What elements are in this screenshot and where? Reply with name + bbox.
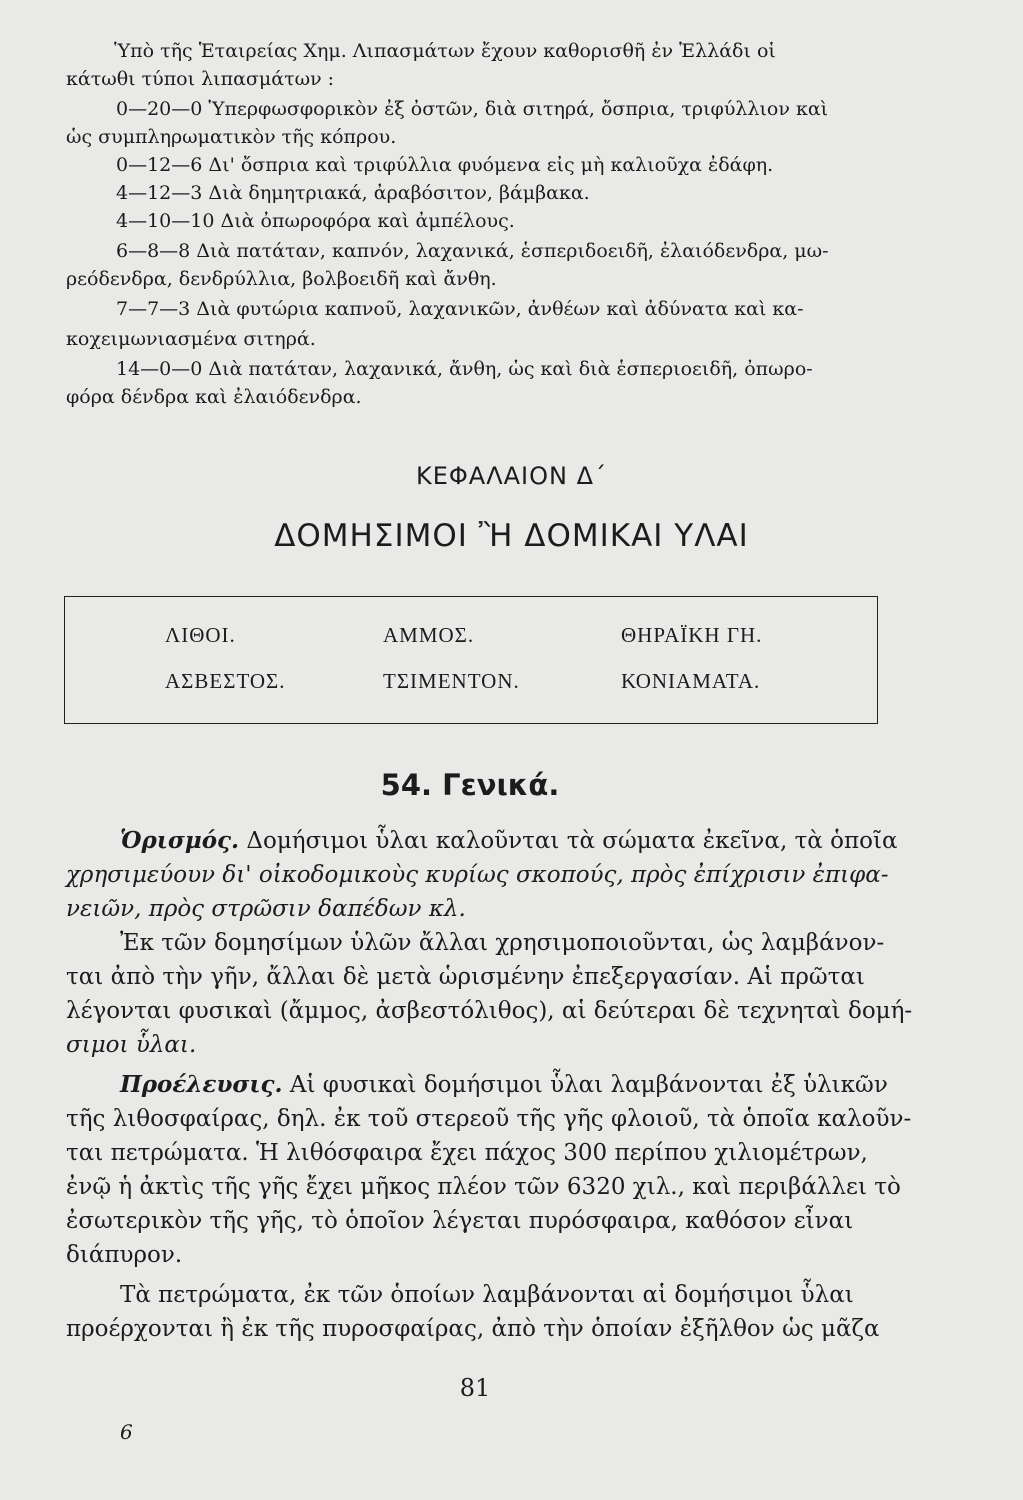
- body-line: ἐνῷ ἡ ἀκτὶς τῆς γῆς ἔχει μῆκος πλέον τῶν 6320 χιλ., καὶ περιβάλλει τὸ: [66, 1174, 901, 1200]
- body-line: [120, 826, 950, 856]
- section-title: 54. Γενικά.: [380, 768, 560, 802]
- intro-line: κοχειμωνιασμένα σιτηρά.: [66, 328, 316, 350]
- definition-keyword: Ὁρισμός.: [120, 827, 240, 854]
- topics-box: [64, 596, 878, 724]
- body-line: προέρχονται ἢ ἐκ τῆς πυροσφαίρας, ἀπὸ τὴν ὁποίαν ἐξῆλθον ὡς μᾶζα: [66, 1316, 880, 1342]
- intro-line: ρεόδενδρα, δενδρύλλια, βολβοειδῆ καὶ ἄνθη.: [66, 268, 497, 290]
- topic-thera-earth: ΘΗΡΑΪΚΗ ΓΗ.: [621, 623, 763, 647]
- body-text: Δομήσιμοι ὗλαι καλοῦνται τὰ σώματα ἐκεῖνα, τὰ ὁποῖα: [239, 828, 898, 854]
- body-line: Ἐκ τῶν δομησίμων ὑλῶν ἄλλαι χρησιμοποιοῦνται, ὡς λαμβάνον-: [120, 930, 885, 956]
- intro-line: 4—10—10 Διὰ ὀπωροφόρα καὶ ἀμπέλους.: [116, 210, 515, 232]
- body-line: [120, 1070, 950, 1100]
- topic-lime: ΑΣΒΕΣΤΟΣ.: [165, 669, 286, 693]
- signature-mark: 6: [120, 1420, 133, 1444]
- origin-keyword: Προέλευσις.: [120, 1071, 283, 1098]
- intro-line: φόρα δένδρα καὶ ἐλαιόδενδρα.: [66, 386, 362, 408]
- intro-line: 14—0—0 Διὰ πατάταν, λαχανικά, ἄνθη, ὡς καὶ διὰ ἑσπεριοειδῆ, ὀπωρο-: [116, 358, 813, 380]
- intro-line: 0—12—6 Δι' ὄσπρια καὶ τριφύλλια φυόμενα εἰς μὴ καλιοῦχα ἐδάφη.: [116, 154, 774, 176]
- body-line: νειῶν, πρὸς στρῶσιν δαπέδων κλ.: [66, 896, 466, 922]
- intro-line: 6—8—8 Διὰ πατάταν, καπνόν, λαχανικά, ἑσπεριδοειδῆ, ἐλαιόδενδρα, μω-: [116, 240, 829, 262]
- intro-line: 4—12—3 Διὰ δημητριακά, ἀραβόσιτον, βάμβακα.: [116, 182, 590, 204]
- intro-line: 7—7—3 Διὰ φυτώρια καπνοῦ, λαχανικῶν, ἀνθέων καὶ ἀδύνατα καὶ κα-: [116, 298, 804, 320]
- chapter-label: ΚΕΦΑΛΑΙΟΝ Δ΄: [415, 462, 607, 490]
- body-line: λέγονται φυσικαὶ (ἄμμος, ἀσβεστόλιθος), αἱ δεύτεραι δὲ τεχνηταὶ δομή-: [66, 998, 913, 1024]
- topic-mortars: ΚΟΝΙΑΜΑΤΑ.: [621, 669, 761, 693]
- body-line: Τὰ πετρώματα, ἐκ τῶν ὁποίων λαμβάνονται αἱ δομήσιμοι ὗλαι: [120, 1282, 854, 1308]
- chapter-title: ΔΟΜΗΣΙΜΟΙ Ἢ ΔΟΜΙΚΑΙ ΥΛΑΙ: [274, 518, 749, 554]
- body-line: ἐσωτερικὸν τῆς γῆς, τὸ ὁποῖον λέγεται πυρόσφαιρα, καθόσον εἶναι: [66, 1208, 854, 1234]
- body-line: τῆς λιθοσφαίρας, δηλ. ἐκ τοῦ στερεοῦ τῆς γῆς φλοιοῦ, τὰ ὁποῖα καλοῦν-: [66, 1106, 912, 1132]
- intro-line: Ὑπὸ τῆς Ἑταιρείας Χημ. Λιπασμάτων ἔχουν καθορισθῆ ἐν Ἑλλάδι οἱ: [114, 40, 776, 62]
- body-line: διάπυρον.: [66, 1242, 183, 1268]
- topic-cement: ΤΣΙΜΕΝΤΟΝ.: [383, 669, 520, 693]
- intro-line: κάτωθι τύποι λιπασμάτων :: [66, 68, 335, 90]
- intro-line: ὡς συμπληρωματικὸν τῆς κόπρου.: [66, 126, 397, 148]
- body-line: ται πετρώματα. Ἡ λιθόσφαιρα ἔχει πάχος 300 περίπου χιλιομέτρων,: [66, 1140, 868, 1166]
- body-line: ται ἀπὸ τὴν γῆν, ἄλλαι δὲ μετὰ ὡρισμένην ἐπεξεργασίαν. Αἱ πρῶται: [66, 964, 865, 990]
- body-text: Αἱ φυσικαὶ δομήσιμοι ὗλαι λαμβάνονται ἐξ ὑλικῶν: [282, 1072, 888, 1098]
- body-line: σιμοι ὗλαι.: [66, 1032, 197, 1058]
- page-number: 81: [459, 1374, 491, 1402]
- topic-sand: ΑΜΜΟΣ.: [383, 623, 475, 647]
- body-line: χρησιμεύουν δι' οἰκοδομικοὺς κυρίως σκοπούς, πρὸς ἐπίχρισιν ἐπιφα-: [66, 862, 889, 888]
- intro-line: 0—20—0 Ὑπερφωσφορικὸν ἐξ ὀστῶν, διὰ σιτηρά, ὄσπρια, τριφύλλιον καὶ: [116, 98, 829, 120]
- topic-stones: ΛΙΘΟΙ.: [165, 623, 236, 647]
